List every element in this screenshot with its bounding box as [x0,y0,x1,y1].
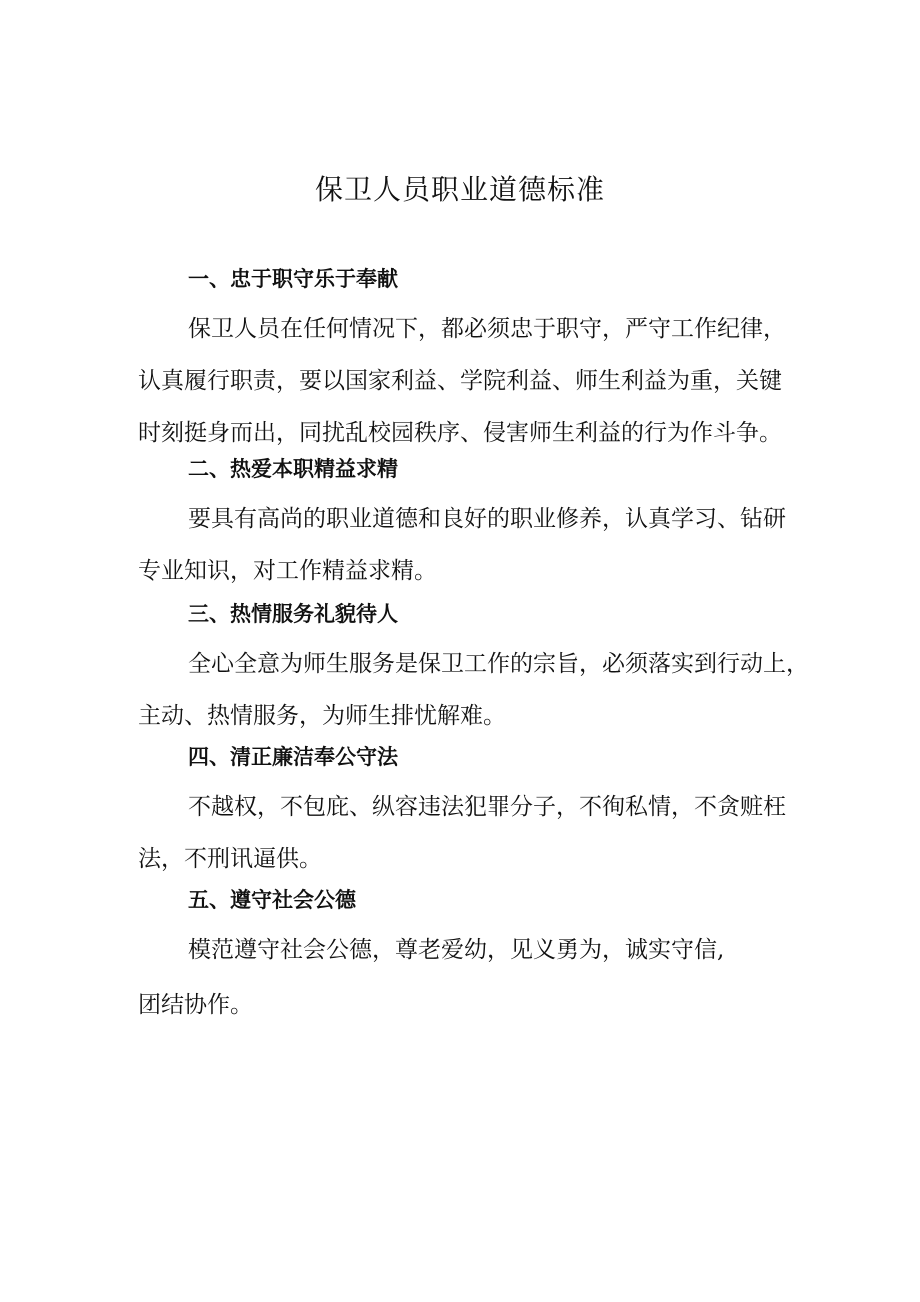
section-heading: 二、热爱本职精益求精 [188,457,398,481]
paragraph-line: 认真履行职责，要以国家利益、学院利益、师生利益为重，关键 [138,368,782,394]
section-paragraph [138,924,788,1031]
section-heading: 四、清正廉洁奉公守法 [188,745,398,769]
section-paragraph [138,781,788,885]
section-heading: 五、遵守社会公德 [188,888,356,912]
paragraph-line: 主动、热情服务，为师生排忧解难。 [138,703,506,729]
section-paragraph [138,303,788,459]
section-3 [138,590,809,742]
section-4 [138,733,788,885]
section-1 [138,255,788,459]
paragraph-line: 团结协作。 [138,992,253,1018]
section-paragraph [138,638,809,742]
section-paragraph [138,493,788,597]
section-2 [138,445,788,597]
paragraph-line: 保卫人员在任何情况下，都必须忠于职守，严守工作纪律， [188,316,786,342]
paragraph-line: 模范遵守社会公德，尊老爱幼，见义勇为，诚实守信, [188,937,725,963]
paragraph-line: 要具有高尚的职业道德和良好的职业修养，认真学习、钻研 [188,506,786,532]
paragraph-line: 不越权，不包庇、纵容违法犯罪分子，不徇私情，不贪赃枉 [188,794,786,820]
section-5 [138,876,788,1031]
page-title: 保卫人员职业道德标准 [314,173,605,206]
paragraph-line: 时刻挺身而出，同扰乱校园秩序、侵害师生利益的行为作斗争。 [138,420,782,446]
section-heading: 三、热情服务礼貌待人 [188,602,398,626]
paragraph-line: 法，不刑讯逼供。 [138,846,322,872]
paragraph-line: 专业知识，对工作精益求精。 [138,558,437,584]
section-heading: 一、忠于职守乐于奉献 [188,267,398,291]
paragraph-line: 全心全意为师生服务是保卫工作的宗旨，必须落实到行动上， [188,651,809,677]
